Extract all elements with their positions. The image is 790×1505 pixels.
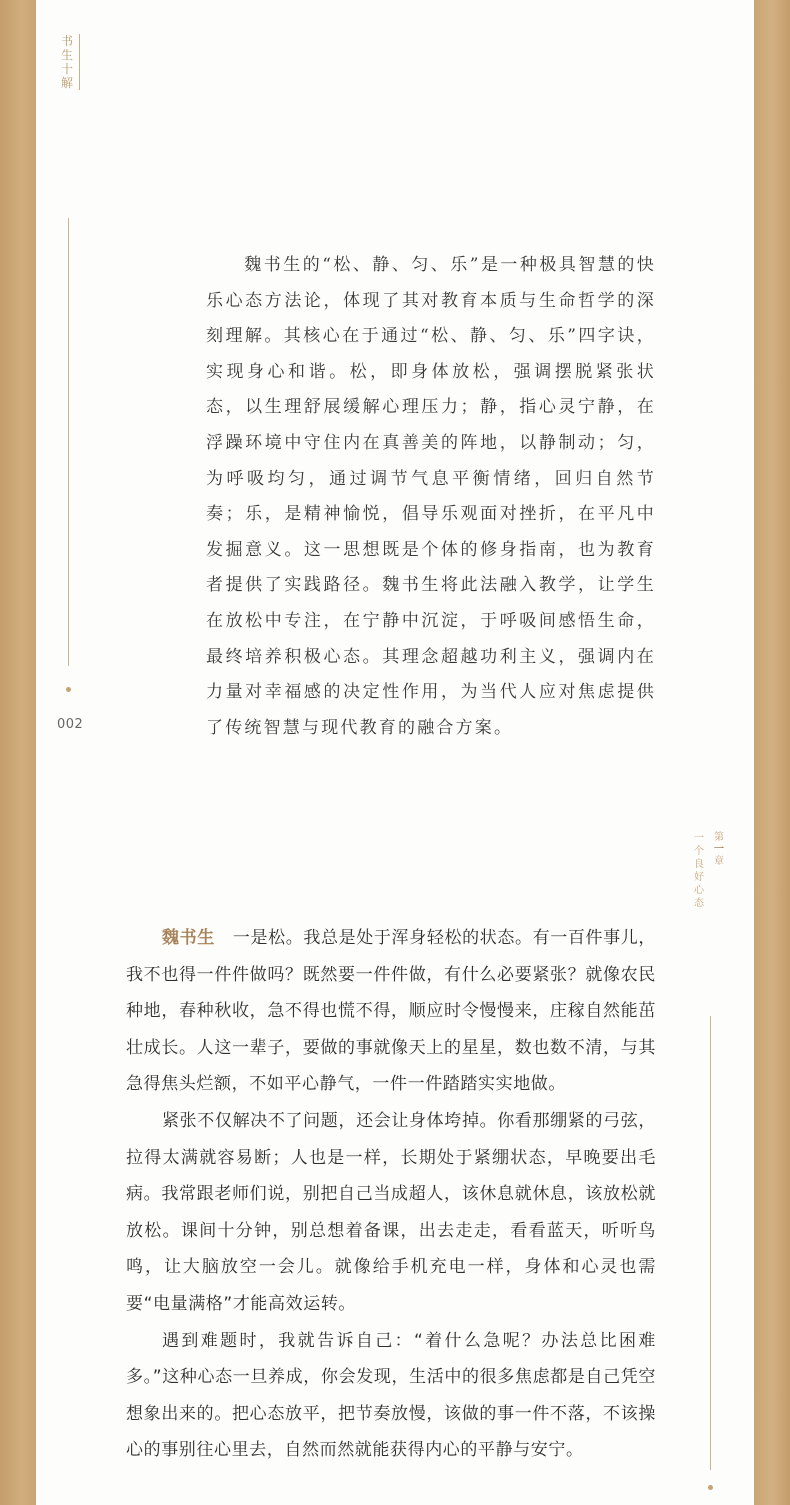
speaker-name: 魏书生 — [162, 928, 215, 948]
running-head-book-title: 书 生 十 解 — [60, 34, 73, 90]
body-paragraph-2: 紧张不仅解决不了问题，还会让身体垮掉。你看那绷紧的弓弦，拉得太满就容易断；人也是一样，长期处于紧绷状态，早晚要出毛病。我常跟老师们说，别把自己当成超人，该休息就休息，该放松就放松。课间十分钟，别总想着备课，出去走走，看看蓝天，听听鸟鸣，让大脑放空一会儿。就像给手机充电一样，身体和心灵也需要“电量满格”才能高效运转。 — [126, 1110, 656, 1314]
left-margin-rule — [68, 218, 69, 666]
interview-text — [126, 920, 656, 1469]
left-margin-dot — [66, 687, 71, 692]
chapter-label: 第 一 章 — [714, 832, 724, 867]
body-paragraph-1: 魏书生 一是松。我总是处于浑身轻松的状态。有一百件事儿，我不也得一件件做吗？既然要一件件做，有什么必要紧张？就像农民种地，春种秋收，急不得也慌不得，顺应时令慢慢来，庄稼自然能茁壮成长。人这一辈子，要做的事就像天上的星星，数也数不清，与其急得焦头烂额，不如平心静气，一件一件踏踏实实地做。 — [126, 928, 656, 1095]
book-edge-right — [754, 0, 790, 1505]
summary-paragraph: 魏书生的“松、静、匀、乐”是一种极具智慧的快乐心态方法论，体现了其对教育本质与生命哲学的深刻理解。其核心在于通过“松、静、匀、乐”四字诀，实现身心和谐。松，即身体放松，强调摆脱紧张状态，以生理舒展缓解心理压力；静，指心灵宁静，在浮躁环境中守住内在真善美的阵地，以静制动；匀，为呼吸均匀，通过调节气息平衡情绪，回归自然节奏；乐，是精神愉悦，倡导乐观面对挫折，在平凡中发掘意义。这一思想既是个体的修身指南，也为教育者提供了实践路径。魏书生将此法融入教学，让学生在放松中专注，在宁静中沉淀，于呼吸间感悟生命，最终培养积极心态。其理念超越功利主义，强调内在力量对幸福感的决定性作用，为当代人应对焦虑提供了传统智慧与现代教育的融合方案。 — [206, 255, 656, 738]
body-paragraph-3: 遇到难题时，我就告诉自己：“着什么急呢？办法总比困难多。”这种心态一旦养成，你会发现，生活中的很多焦虑都是自己凭空想象出来的。把心态放平，把节奏放慢，该做的事一件不落，不该操心的事别往心里去，自然而然就能获得内心的平静与安宁。 — [126, 1330, 656, 1461]
page-number: 002 — [57, 717, 84, 732]
right-margin-dot — [708, 1485, 713, 1490]
book-edge-left — [0, 0, 36, 1505]
running-head-rule — [79, 34, 80, 90]
chapter-title: 一 个 良 好 心 态 — [694, 833, 704, 909]
right-margin-rule — [710, 1016, 711, 1470]
